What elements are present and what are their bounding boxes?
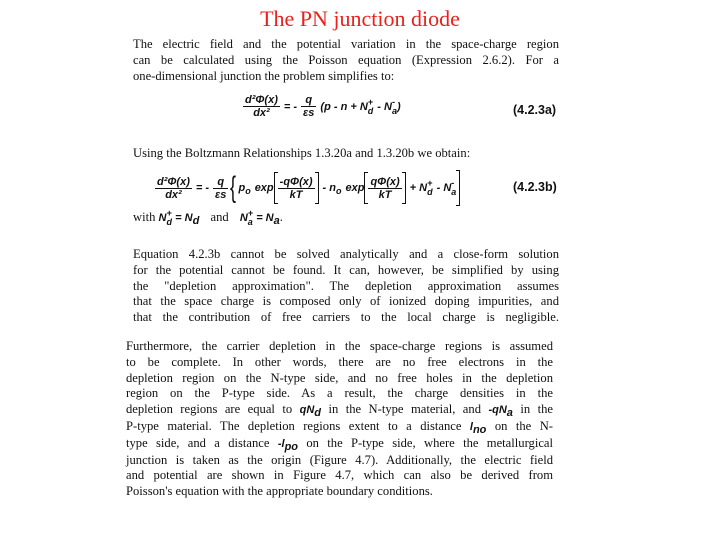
eq2-p0-sub: o <box>245 186 251 196</box>
para2-lpo: -l <box>277 437 285 450</box>
eq1-lhs-fraction <box>243 94 280 119</box>
para2-line <box>126 402 553 419</box>
para2-qna: -qN <box>488 404 507 417</box>
para2-line: Furthermore, the carrier depletion in the space-charge regions is assumed <box>126 339 553 353</box>
para1-line: that the contribution of free carriers to the local charge is negligible. <box>133 310 559 325</box>
eq2-outer-close <box>456 170 460 206</box>
eq2-minus-na: - N <box>436 182 452 194</box>
para2-line <box>126 436 553 453</box>
para2-lno-sub: no <box>472 423 487 436</box>
depletion-paragraph <box>133 247 559 326</box>
with-na-sup: + <box>247 208 254 218</box>
intro-line: The electric field and the potential variation in the space-charge region <box>133 37 559 51</box>
eq2-q-num: q <box>213 176 228 189</box>
eq1-close: ) <box>396 100 401 113</box>
eq2-lhs-fraction <box>155 176 192 201</box>
para2-qnd-sub: d <box>314 407 322 420</box>
para2-line: Poisson's equation with the appropriate boundary conditions. <box>126 484 433 499</box>
eq2-bracket-close-1 <box>315 172 319 204</box>
para2-qna-sub: a <box>506 407 513 420</box>
eq2-q-den: εs <box>215 188 227 201</box>
para2-lpo-sub: po <box>284 440 299 453</box>
eq2-lhs-num: d²Φ(x) <box>157 175 190 188</box>
eq2-exp2-num: qΦ(x) <box>370 175 400 188</box>
eq2-lhs-den: dx² <box>165 188 182 201</box>
para2-l5b: in the N-type material, and <box>328 402 481 417</box>
eq2-exp2: exp <box>345 182 365 194</box>
eq1-na-sup: - <box>391 96 395 107</box>
eq2-exp2-fraction <box>368 176 401 201</box>
carrier-depletion-paragraph <box>126 339 553 500</box>
eq2-nd-sup: + <box>427 178 433 188</box>
slide-title: The PN junction diode <box>260 6 460 31</box>
equation-4-2-3a <box>243 94 401 119</box>
para2-l5c: in the <box>520 402 553 417</box>
eq1-q-fraction <box>301 94 316 119</box>
eq1-lhs-den: dx² <box>253 107 270 119</box>
with-eq1-sub: d <box>192 214 200 227</box>
intro-line: can be calculated using the Poisson equation (Expression 2.6.2). For a <box>133 52 559 67</box>
with-dot: . <box>279 209 283 224</box>
para2-line: to be complete. In other words, there are no free electrons in the <box>126 354 553 369</box>
eq2-exp2-den: kT <box>378 188 392 201</box>
intro-line: one-dimensional junction the problem simplifies to: <box>133 68 395 83</box>
eq2-plus-nd: + N <box>409 182 428 194</box>
para1-line: Equation 4.2.3b cannot be solved analytically and a close-form solution <box>133 247 559 261</box>
equation-4-2-3b <box>155 170 460 206</box>
para1-line: that the space charge is composed only of ionized doping impurities, and <box>133 294 559 309</box>
eq2-bracket-close-2 <box>402 172 406 204</box>
eq2-q-fraction <box>213 176 228 201</box>
boltzmann-line: Using the Boltzmann Relationships 1.3.20a and 1.3.20b we obtain: <box>133 146 471 160</box>
eq2-exp1-den: kT <box>289 188 303 201</box>
with-eq2: = N <box>256 211 274 224</box>
with-and: and <box>210 209 229 224</box>
eq2-exp1: exp <box>254 182 274 194</box>
eq1-lhs-num: d²Φ(x) <box>245 94 278 106</box>
eq1-na-sub: a <box>391 105 397 116</box>
with-eq2-sub: a <box>273 214 280 227</box>
with-nd: N <box>158 211 167 224</box>
eq1-nd-sub: d <box>367 105 374 116</box>
eq2-label: (4.2.3b) <box>513 180 557 194</box>
with-eq1: = N <box>175 211 193 224</box>
eq2-nd-sub: d <box>427 187 433 197</box>
para1-line: for the potential cannot be found. It can, however, be simplified by using <box>133 262 559 277</box>
eq1-label: (4.2.3a) <box>513 103 557 117</box>
with-word: with <box>133 209 156 224</box>
intro-paragraph <box>133 37 559 84</box>
para2-l6b: on the N- <box>494 418 553 433</box>
with-nd-sup: + <box>166 208 172 218</box>
with-na: N <box>239 211 248 224</box>
eq2-na-sup: - <box>451 178 455 188</box>
para2-line: and potential are shown in Figure 4.7, which can also be derived from <box>126 468 553 483</box>
para2-line: region on the P-type side. As a result, the charge densities in the <box>126 386 553 401</box>
eq2-na-sub: a <box>451 187 457 197</box>
para1-line: the "depletion approximation". The depletion approximation assumes <box>133 278 559 293</box>
eq1-nd-sup: + <box>367 96 374 107</box>
eq1-q-num: q <box>301 94 316 107</box>
eq2-open-brace: { <box>230 171 237 204</box>
with-line <box>133 209 283 227</box>
para2-line: depletion region on the N-type side, and no free holes in the depletion <box>126 370 553 385</box>
eq2-n0-sub: o <box>335 186 342 196</box>
para2-l5a: depletion regions are equal to <box>126 402 293 417</box>
para2-l7b: on the P-type side, where the metallurgical <box>306 435 554 450</box>
para2-l7a: type side, and a distance <box>126 435 270 450</box>
para2-qnd: qN <box>299 404 315 417</box>
with-nd-sub: d <box>166 217 172 227</box>
para2-lno: l <box>469 420 473 433</box>
para2-line: junction is taken as the origin (Figure 4.7). Additionally, the electric field <box>126 452 553 467</box>
eq2-equals: = - <box>195 182 210 194</box>
with-na-sub: a <box>247 217 253 227</box>
eq2-p0: p <box>238 182 246 194</box>
para2-line <box>126 419 553 436</box>
eq1-rhs: (p - n + N <box>320 100 368 113</box>
para2-l6a: P-type material. The depletion regions extent to a distance <box>126 418 462 433</box>
eq2-exp1-fraction <box>278 176 315 201</box>
eq1-minus-na: - N <box>377 100 392 113</box>
eq1-q-den: εs <box>303 107 315 119</box>
eq1-equals: = - <box>283 100 298 113</box>
eq2-minus-n0: - n <box>322 182 336 194</box>
eq2-exp1-num: -qΦ(x) <box>279 175 313 188</box>
